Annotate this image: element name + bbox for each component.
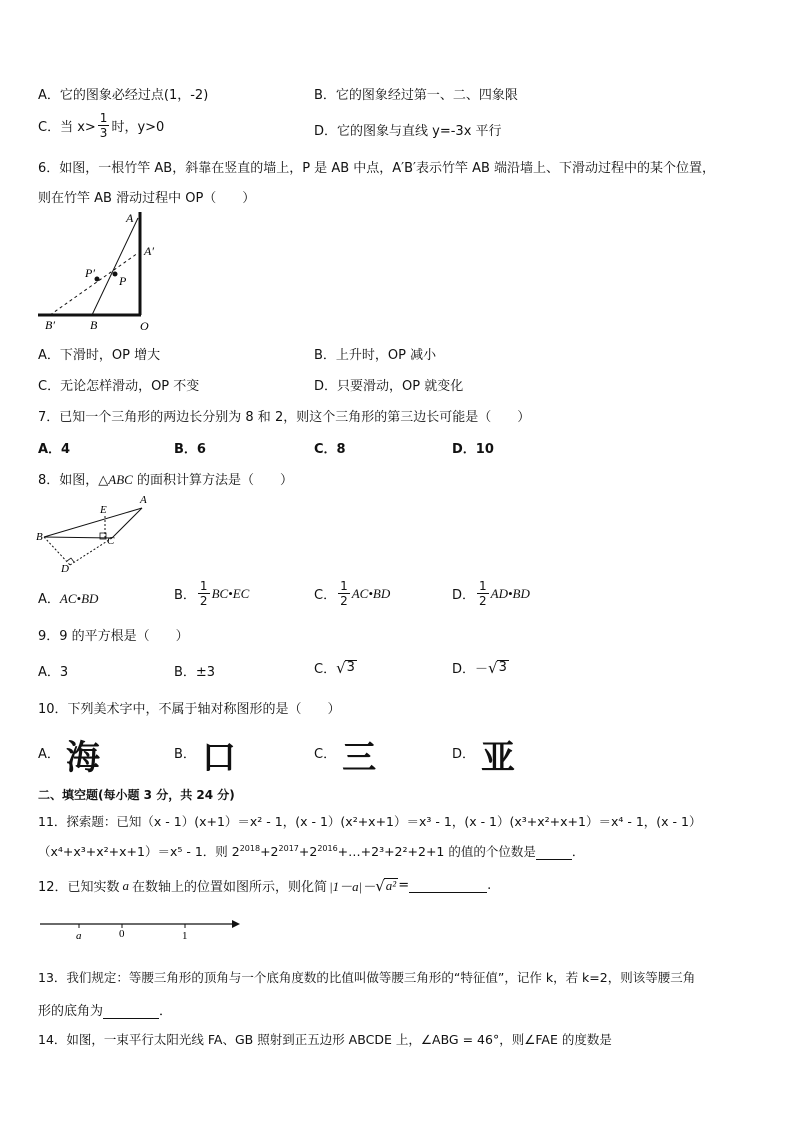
label-d: D bbox=[61, 563, 69, 575]
q11-line2-end: ． bbox=[571, 844, 585, 859]
fraction-one-third bbox=[98, 112, 110, 139]
label-one: 1 bbox=[182, 930, 188, 942]
q12-number-line bbox=[36, 914, 242, 942]
segment-dc bbox=[70, 538, 112, 565]
q8-option-a bbox=[38, 588, 98, 607]
fraction-denominator: 2 bbox=[479, 594, 487, 608]
q9-option-c-prefix: C． bbox=[314, 662, 337, 677]
q9-option-b: B．±3 bbox=[174, 665, 216, 680]
q8-option-c-prefix: C． bbox=[314, 588, 337, 603]
q8-option-a-expr: AC•BD bbox=[59, 591, 99, 606]
radicand: 3 bbox=[346, 660, 355, 676]
art-character-san: 三 bbox=[342, 738, 377, 778]
q8-option-d-expr: AD•BD bbox=[490, 585, 530, 601]
label-p-prime: P′ bbox=[85, 266, 95, 280]
q10-option-a bbox=[38, 730, 100, 779]
q10-option-a-prefix: A． bbox=[38, 747, 60, 762]
q5-option-d: D．它的图象与直线 y=-3x 平行 bbox=[314, 124, 502, 139]
exponent-2017: 2017 bbox=[278, 843, 299, 853]
radical-sign-icon: √ bbox=[488, 658, 498, 677]
exponent-2016: 2016 bbox=[317, 843, 338, 853]
point-p-prime bbox=[95, 277, 100, 282]
variable-a: a bbox=[122, 877, 130, 893]
fraction-one-half bbox=[477, 580, 489, 607]
section-heading: 二、填空题(每小题 3 分，共 24 分) bbox=[38, 788, 235, 802]
radical-sign-icon: √ bbox=[375, 876, 385, 895]
q12-end: . bbox=[487, 878, 492, 893]
sqrt-3 bbox=[488, 659, 509, 677]
q13-line2-text: 形的底角为 bbox=[38, 1004, 104, 1019]
fraction-denominator: 2 bbox=[340, 594, 348, 608]
axis-arrow-icon bbox=[232, 920, 240, 928]
fraction-numerator: 1 bbox=[479, 579, 487, 593]
q9-option-d bbox=[452, 658, 509, 677]
q13-line1: 13．我们规定：等腰三角形的顶角与一个底角度数的比值叫做等腰三角形的“特征值”，记作 k，若 k=2，则该等腰三角 bbox=[38, 970, 696, 985]
q6-option-a: A．下滑时，OP 增大 bbox=[38, 348, 161, 363]
q10-option-d bbox=[452, 730, 515, 779]
q8-option-b bbox=[174, 580, 249, 607]
segment-bd bbox=[44, 537, 70, 565]
answer-blank bbox=[536, 844, 572, 860]
answer-blank bbox=[409, 878, 487, 893]
q8-option-a-prefix: A． bbox=[38, 592, 60, 607]
label-b: B bbox=[90, 318, 98, 332]
q14-stem: 14．如图，一束平行太阳光线 FA、GB 照射到正五边形 ABCDE 上，∠ABG = 46°，则∠FAE 的度数是 bbox=[38, 1032, 612, 1047]
label-o: O bbox=[140, 319, 149, 333]
q6-ladder-figure bbox=[34, 208, 164, 336]
q12-middle: 在数轴上的位置如图所示，则化简 bbox=[132, 880, 328, 895]
q8-option-d bbox=[452, 580, 530, 607]
q11-line2-part2: +2 bbox=[260, 844, 279, 859]
radical-sign-icon: √ bbox=[336, 658, 346, 677]
fraction-denominator: 3 bbox=[99, 126, 108, 140]
q8-option-d-prefix: D． bbox=[452, 588, 476, 603]
label-p: P bbox=[119, 274, 127, 288]
sqrt-a-squared bbox=[375, 877, 398, 895]
q6-stem-line1: 6．如图，一根竹竿 AB，斜靠在竖直的墙上，P 是 AB 中点，A′B′表示竹竿 AB 端沿墙上、下滑动过程中的某个位置， bbox=[38, 161, 716, 176]
label-a: A bbox=[126, 211, 134, 225]
q5-option-a: A．它的图象必经过点(1，-2) bbox=[38, 88, 209, 103]
q13-line2 bbox=[38, 1000, 172, 1019]
label-e: E bbox=[100, 504, 107, 516]
q8-stem bbox=[38, 469, 293, 488]
q11-line2-part1: （x⁴+x³+x²+x+1）＝x⁵ - 1．则 2 bbox=[38, 844, 240, 859]
point-p bbox=[113, 272, 118, 277]
q12-equals: = bbox=[398, 878, 410, 893]
q9-option-a: A．3 bbox=[38, 665, 69, 680]
q5-option-b: B．它的图象经过第一、二、四象限 bbox=[314, 88, 518, 103]
q13-line2-end: ． bbox=[159, 1004, 173, 1019]
q10-option-b-prefix: B． bbox=[174, 747, 196, 762]
q7-option-d: D．10 bbox=[452, 442, 494, 457]
right-angle-mark-d bbox=[67, 558, 74, 562]
label-zero: 0 bbox=[119, 928, 125, 940]
q8-triangle-figure bbox=[34, 492, 154, 576]
label-a-prime: A′ bbox=[144, 244, 154, 258]
q10-option-c bbox=[314, 730, 376, 779]
q7-stem: 7．已知一个三角形的两边长分别为 8 和 2，则这个三角形的第三边长可能是（ ） bbox=[38, 410, 531, 425]
sqrt-3 bbox=[336, 659, 357, 677]
q10-stem: 10．下列美术字中，不属于轴对称图形的是（ ） bbox=[38, 702, 341, 717]
q12-stem bbox=[38, 876, 491, 895]
q5-option-c-suffix: 时，y>0 bbox=[111, 120, 165, 135]
radicand: a² bbox=[385, 878, 397, 894]
q6-option-c: C．无论怎样滑动，OP 不变 bbox=[38, 379, 200, 394]
q6-option-b: B．上升时，OP 减小 bbox=[314, 348, 437, 363]
answer-blank bbox=[103, 1003, 159, 1019]
q12-prefix: 12．已知实数 bbox=[38, 880, 120, 895]
label-a: a bbox=[76, 930, 82, 942]
fraction-denominator: 2 bbox=[199, 594, 208, 608]
q8-option-c bbox=[314, 580, 390, 607]
q9-option-c bbox=[314, 658, 357, 677]
q11-line2-part4: +…+2³+2²+2+1 的值的个位数是 bbox=[337, 844, 536, 859]
segment-bc bbox=[44, 537, 112, 538]
q10-option-b bbox=[174, 730, 236, 779]
q10-option-d-prefix: D． bbox=[452, 747, 476, 762]
q8-stem-prefix: 8．如图， bbox=[38, 473, 99, 488]
exponent-2018: 2018 bbox=[239, 843, 261, 853]
q12-expression: |1－a|－ bbox=[329, 879, 376, 894]
q5-option-c bbox=[38, 112, 164, 139]
fraction-numerator: 1 bbox=[340, 579, 348, 593]
q9-option-d-prefix: D．－ bbox=[452, 662, 489, 677]
q6-stem-line2: 则在竹竿 AB 滑动过程中 OP（ ） bbox=[38, 191, 256, 206]
fraction-one-half bbox=[338, 580, 350, 607]
art-character-ya: 亚 bbox=[481, 738, 516, 778]
q7-option-c: C．8 bbox=[314, 442, 346, 457]
q8-option-b-expr: BC•EC bbox=[211, 585, 250, 601]
q6-option-d: D．只要滑动，OP 就变化 bbox=[314, 379, 464, 394]
q11-line1: 11．探索题：已知（x - 1）(x+1）＝x² - 1，(x - 1）(x²+x+1）＝x³ - 1，(x - 1）(x³+x²+x+1）＝x⁴ - 1，(x - 1） bbox=[38, 814, 702, 829]
q11-line2-part3: +2 bbox=[298, 844, 318, 859]
q7-option-b: B．6 bbox=[174, 442, 206, 457]
art-character-kou: 口 bbox=[201, 738, 236, 778]
radicand: 3 bbox=[498, 660, 507, 676]
q10-option-c-prefix: C． bbox=[314, 747, 337, 762]
q9-stem: 9．9 的平方根是（ ） bbox=[38, 629, 189, 644]
q8-stem-suffix: 的面积计算方法是（ ） bbox=[132, 473, 293, 488]
label-c: C bbox=[107, 535, 115, 547]
q11-line2 bbox=[38, 842, 584, 860]
q8-option-c-expr: AC•BD bbox=[351, 585, 391, 601]
art-character-hai: 海 bbox=[65, 738, 100, 778]
fraction-one-half bbox=[198, 580, 210, 607]
segment-ab bbox=[92, 218, 138, 315]
label-b-prime: B′ bbox=[45, 318, 55, 332]
q7-option-a: A．4 bbox=[38, 442, 71, 457]
label-b: B bbox=[36, 531, 43, 543]
label-a: A bbox=[140, 494, 147, 506]
fraction-numerator: 1 bbox=[99, 111, 108, 125]
q5-option-c-prefix: C．当 x> bbox=[38, 120, 96, 135]
fraction-numerator: 1 bbox=[199, 579, 208, 593]
q8-option-b-prefix: B． bbox=[174, 588, 196, 603]
triangle-abc: △ABC bbox=[98, 472, 133, 487]
